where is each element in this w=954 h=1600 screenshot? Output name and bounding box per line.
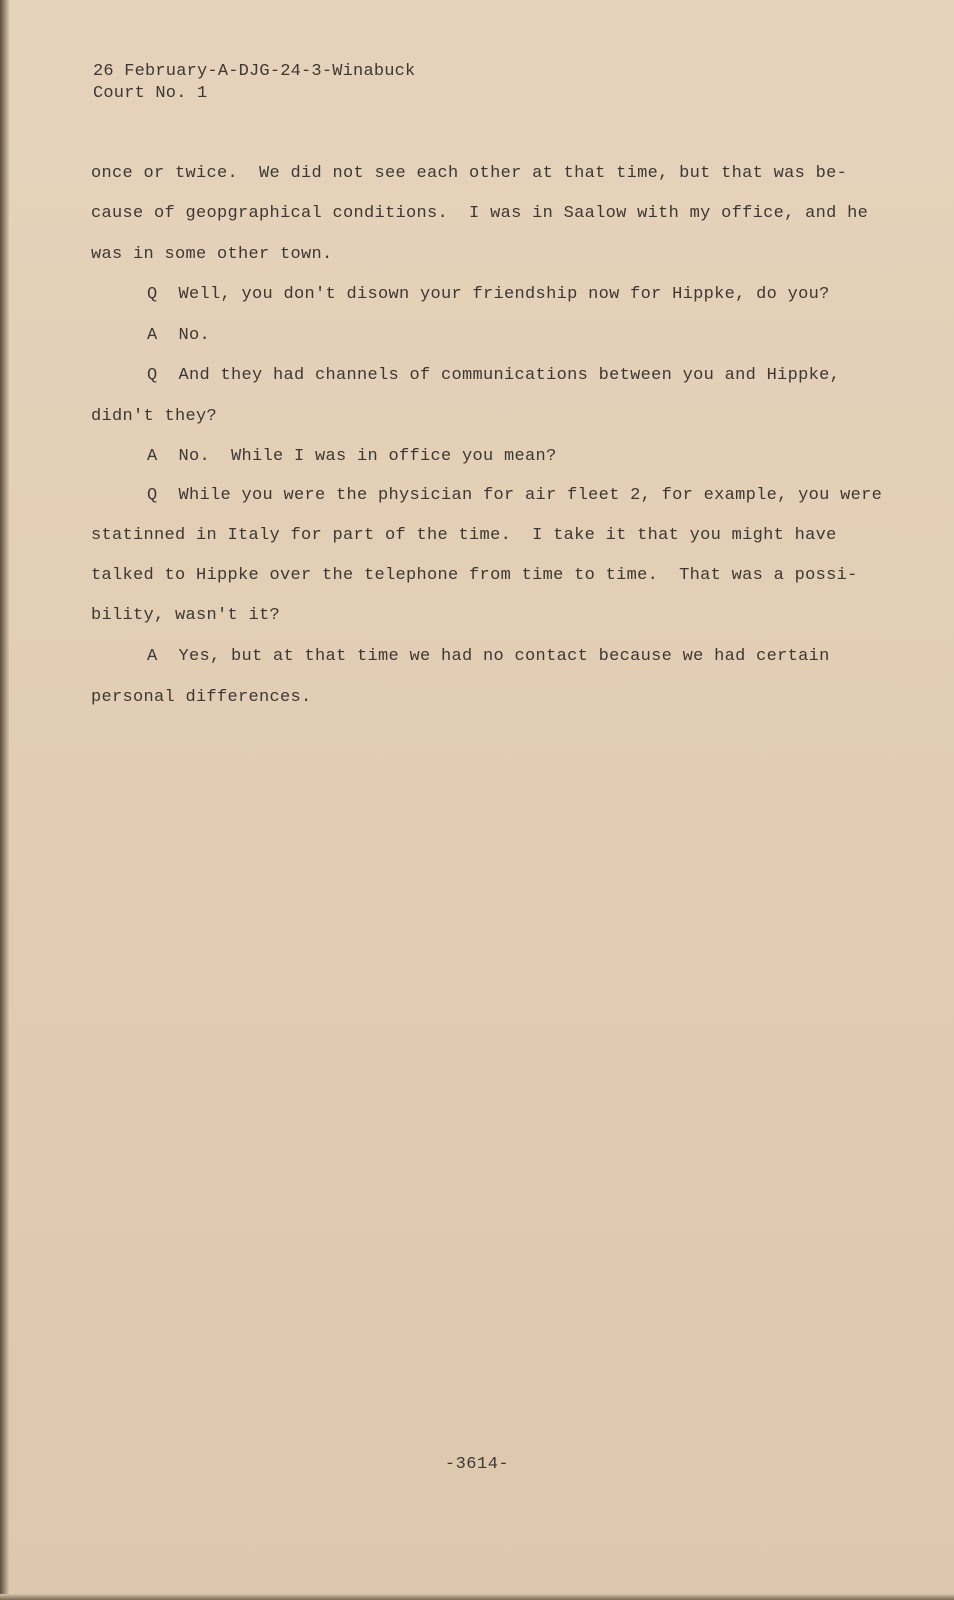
answer-line: A No.	[147, 326, 211, 345]
transcript-line: didn't they?	[91, 407, 218, 426]
paper-left-edge	[0, 0, 9, 1600]
question-line: Q While you were the physician for air fleet 2, for example, you were	[147, 486, 883, 505]
transcript-line: was in some other town.	[91, 245, 333, 264]
transcript-line: cause of geopgraphical conditions. I was in Saalow with my office, and he	[91, 204, 869, 223]
header-line-2: Court No. 1	[93, 84, 208, 103]
answer-line: A No. While I was in office you mean?	[147, 447, 557, 466]
transcript-line: once or twice. We did not see each other at that time, but that was be-	[91, 164, 848, 183]
transcript-line: personal differences.	[91, 688, 312, 707]
transcript-line: talked to Hippke over the telephone from time to time. That was a possi-	[91, 566, 858, 585]
question-line: Q Well, you don't disown your friendship now for Hippke, do you?	[147, 285, 830, 304]
transcript-line: statinned in Italy for part of the time. I take it that you might have	[91, 526, 837, 545]
paper-bottom-edge	[0, 1594, 954, 1600]
answer-line: A Yes, but at that time we had no contact because we had certain	[147, 647, 830, 666]
transcript-line: bility, wasn't it?	[91, 606, 281, 625]
page-number: -3614-	[444, 1455, 510, 1474]
document-header	[93, 61, 415, 105]
header-line-1: 26 February-A-DJG-24-3-Winabuck	[93, 62, 416, 81]
question-line: Q And they had channels of communications between you and Hippke,	[147, 366, 841, 385]
